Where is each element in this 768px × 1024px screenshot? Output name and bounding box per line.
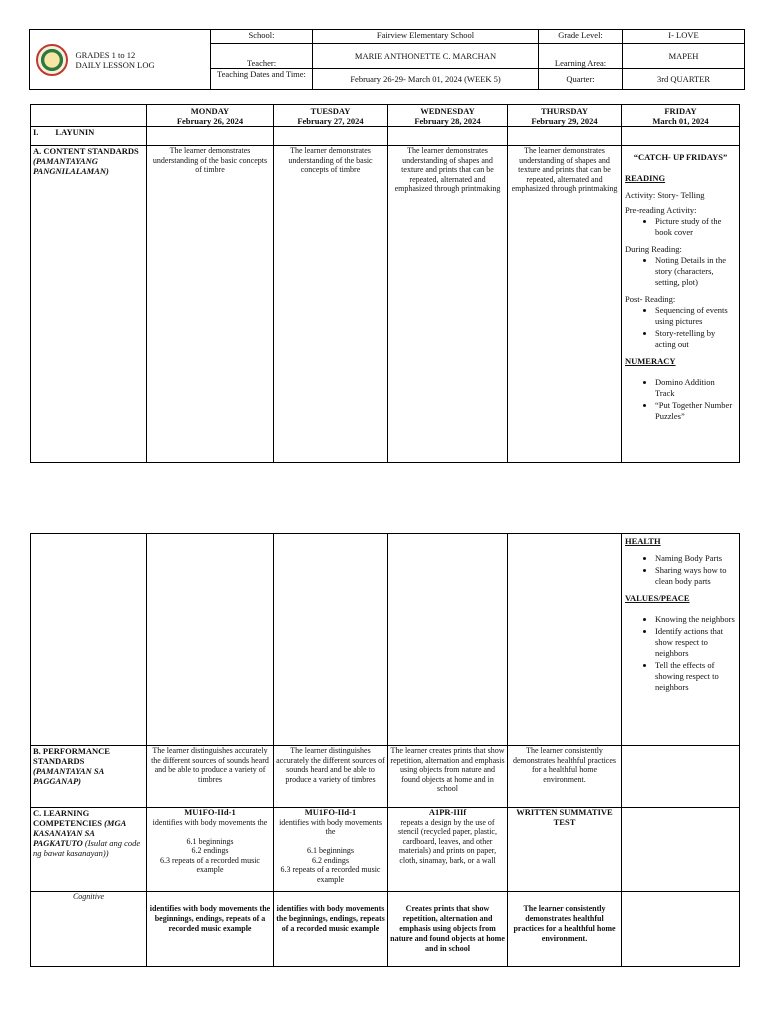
- content-standards-wed: The learner demonstrates understanding of shapes and texture and prints that can be repeated, alternated and emphasized through printmaking: [388, 146, 508, 463]
- list-item: • Identify actions that show respect to neighbors: [655, 626, 736, 659]
- post-reading-label: Post- Reading:: [625, 294, 676, 304]
- numeracy-title: NUMERACY: [625, 356, 676, 366]
- school-value: Fairview Elementary School: [313, 30, 539, 44]
- blank-header-cell: [31, 105, 147, 127]
- competencies-row: [31, 808, 740, 892]
- logo-cell: [30, 30, 74, 90]
- competencies-mon: MU1FO-IId-1 identifies with body movements the 6.1 beginnings 6.2 endings 6.3 repeats of a recorded music example: [147, 808, 274, 892]
- teacher-label: Teacher:: [211, 44, 313, 69]
- dates-value: February 26-29- March 01, 2024 (WEEK 5): [313, 69, 539, 90]
- content-standards-thu: The learner demonstrates understanding of shapes and texture and prints that can be repeated, alternated and emphasized through printmaking: [508, 146, 622, 463]
- values-title: VALUES/PEACE: [625, 593, 690, 603]
- competencies-thu: WRITTEN SUMMATIVE TEST: [508, 808, 622, 892]
- cognitive-wed: Creates prints that show repetition, alternation and emphasis using objects from nature and found objects at home and in school: [388, 892, 508, 967]
- activity-text: Activity: Story- Telling: [625, 190, 705, 200]
- reading-title: READING: [625, 173, 666, 183]
- title-line-1: GRADES 1 to 12: [75, 49, 136, 60]
- lesson-table-page1: [30, 104, 740, 463]
- values-list: [625, 614, 736, 693]
- content-standards-row: [31, 146, 740, 463]
- school-label: School:: [211, 30, 313, 44]
- during-reading-list: [625, 255, 736, 288]
- lesson-table-page2: [30, 533, 740, 967]
- competencies-tue: MU1FO-IId-1 identifies with body movements the 6.1 beginnings 6.2 endings 6.3 repeats of a recorded music example: [274, 808, 388, 892]
- list-item: • Sequencing of events using pictures: [655, 305, 736, 327]
- cognitive-thu: The learner consistently demonstrates healthful practices for a healthful home environment.: [508, 892, 622, 967]
- numeracy-list: [625, 377, 736, 422]
- pre-reading-list: [625, 216, 736, 238]
- performance-standards-mon: The learner distinguishes accurately the different sources of sounds heard and be able to produce a variety of timbres: [147, 746, 274, 808]
- catch-up-title: “CATCH- UP FRIDAYS”: [633, 152, 728, 162]
- post-reading-list: [625, 305, 736, 350]
- friday-continued-row: [31, 534, 740, 746]
- list-item: • “Put Together Number Puzzles”: [655, 400, 736, 422]
- list-item: • Sharing ways how to clean body parts: [655, 565, 736, 587]
- area-label: Learning Area:: [539, 44, 623, 69]
- day-header-row: [31, 105, 740, 127]
- list-item: • Tell the effects of showing respect to neighbors: [655, 660, 736, 693]
- grade-value: I- LOVE: [623, 30, 745, 44]
- school-logo: [36, 44, 68, 76]
- doc-title: [74, 30, 211, 90]
- title-line-2: DAILY LESSON LOG: [75, 59, 155, 70]
- friday-header: FRIDAY March 01, 2024: [622, 105, 740, 127]
- layunin-row: [31, 127, 740, 146]
- performance-standards-row: [31, 746, 740, 808]
- list-item: • Domino Addition Track: [655, 377, 736, 399]
- grade-label: Grade Level:: [539, 30, 623, 44]
- during-reading-label: During Reading:: [625, 244, 682, 254]
- performance-standards-label: B. PERFORMANCE STANDARDS (PAMANTAYAN SA PAGGANAP): [31, 746, 147, 808]
- list-item: • Story-retelling by acting out: [655, 328, 736, 350]
- tuesday-header: TUESDAY February 27, 2024: [274, 105, 388, 127]
- thursday-header: THURSDAY February 29, 2024: [508, 105, 622, 127]
- health-title: HEALTH: [625, 536, 661, 546]
- dates-label: Teaching Dates and Time:: [211, 69, 313, 90]
- layunin-label: I. LAYUNIN: [31, 127, 147, 146]
- cognitive-tue: identifies with body movements the beginnings, endings, repeats of a recorded music example: [274, 892, 388, 967]
- competencies-label: C. LEARNING COMPETENCIES (MGA KASANAYAN SA PAGKATUTO (Isulat ang code ng bawat kasanayan)): [31, 808, 147, 892]
- cognitive-mon: identifies with body movements the beginnings, endings, repeats of a recorded music example: [147, 892, 274, 967]
- pre-reading-label: Pre-reading Activity:: [625, 205, 697, 215]
- performance-standards-tue: The learner distinguishes accurately the different sources of sounds heard and be able to produce a variety of timbres: [274, 746, 388, 808]
- list-item: • Knowing the neighbors: [655, 614, 736, 625]
- list-item: • Naming Body Parts: [655, 553, 736, 564]
- area-value: MAPEH: [623, 44, 745, 69]
- health-values-cell: [622, 534, 740, 746]
- performance-standards-wed: The learner creates prints that show repetition, alternation and emphasis using objects from nature and found objects at home and in school: [388, 746, 508, 808]
- catch-up-friday-cell: [622, 146, 740, 463]
- header-table: [29, 29, 745, 90]
- performance-standards-thu: The learner consistently demonstrates healthful practices for a healthful home environment.: [508, 746, 622, 808]
- wednesday-header: WEDNESDAY February 28, 2024: [388, 105, 508, 127]
- list-item: • Noting Details in the story (characters, setting, plot): [655, 255, 736, 288]
- cognitive-label: Cognitive: [31, 892, 147, 967]
- quarter-value: 3rd QUARTER: [623, 69, 745, 90]
- content-standards-label: A. CONTENT STANDARDS (PAMANTAYANG PANGNILALAMAN): [31, 146, 147, 463]
- cognitive-row: [31, 892, 740, 967]
- teacher-value: MARIE ANTHONETTE C. MARCHAN: [313, 44, 539, 69]
- list-item: • Picture study of the book cover: [655, 216, 736, 238]
- monday-header: MONDAY February 26, 2024: [147, 105, 274, 127]
- competencies-wed: A1PR-IIIf repeats a design by the use of stencil (recycled paper, plastic, cardboard, leaves, and other materials) and prints on paper, cloth, sinamay, bark, or a wall: [388, 808, 508, 892]
- quarter-label: Quarter:: [539, 69, 623, 90]
- content-standards-tue: The learner demonstrates understanding of the basic concepts of timbre: [274, 146, 388, 463]
- content-standards-mon: The learner demonstrates understanding of the basic concepts of timbre: [147, 146, 274, 463]
- health-list: [625, 553, 736, 587]
